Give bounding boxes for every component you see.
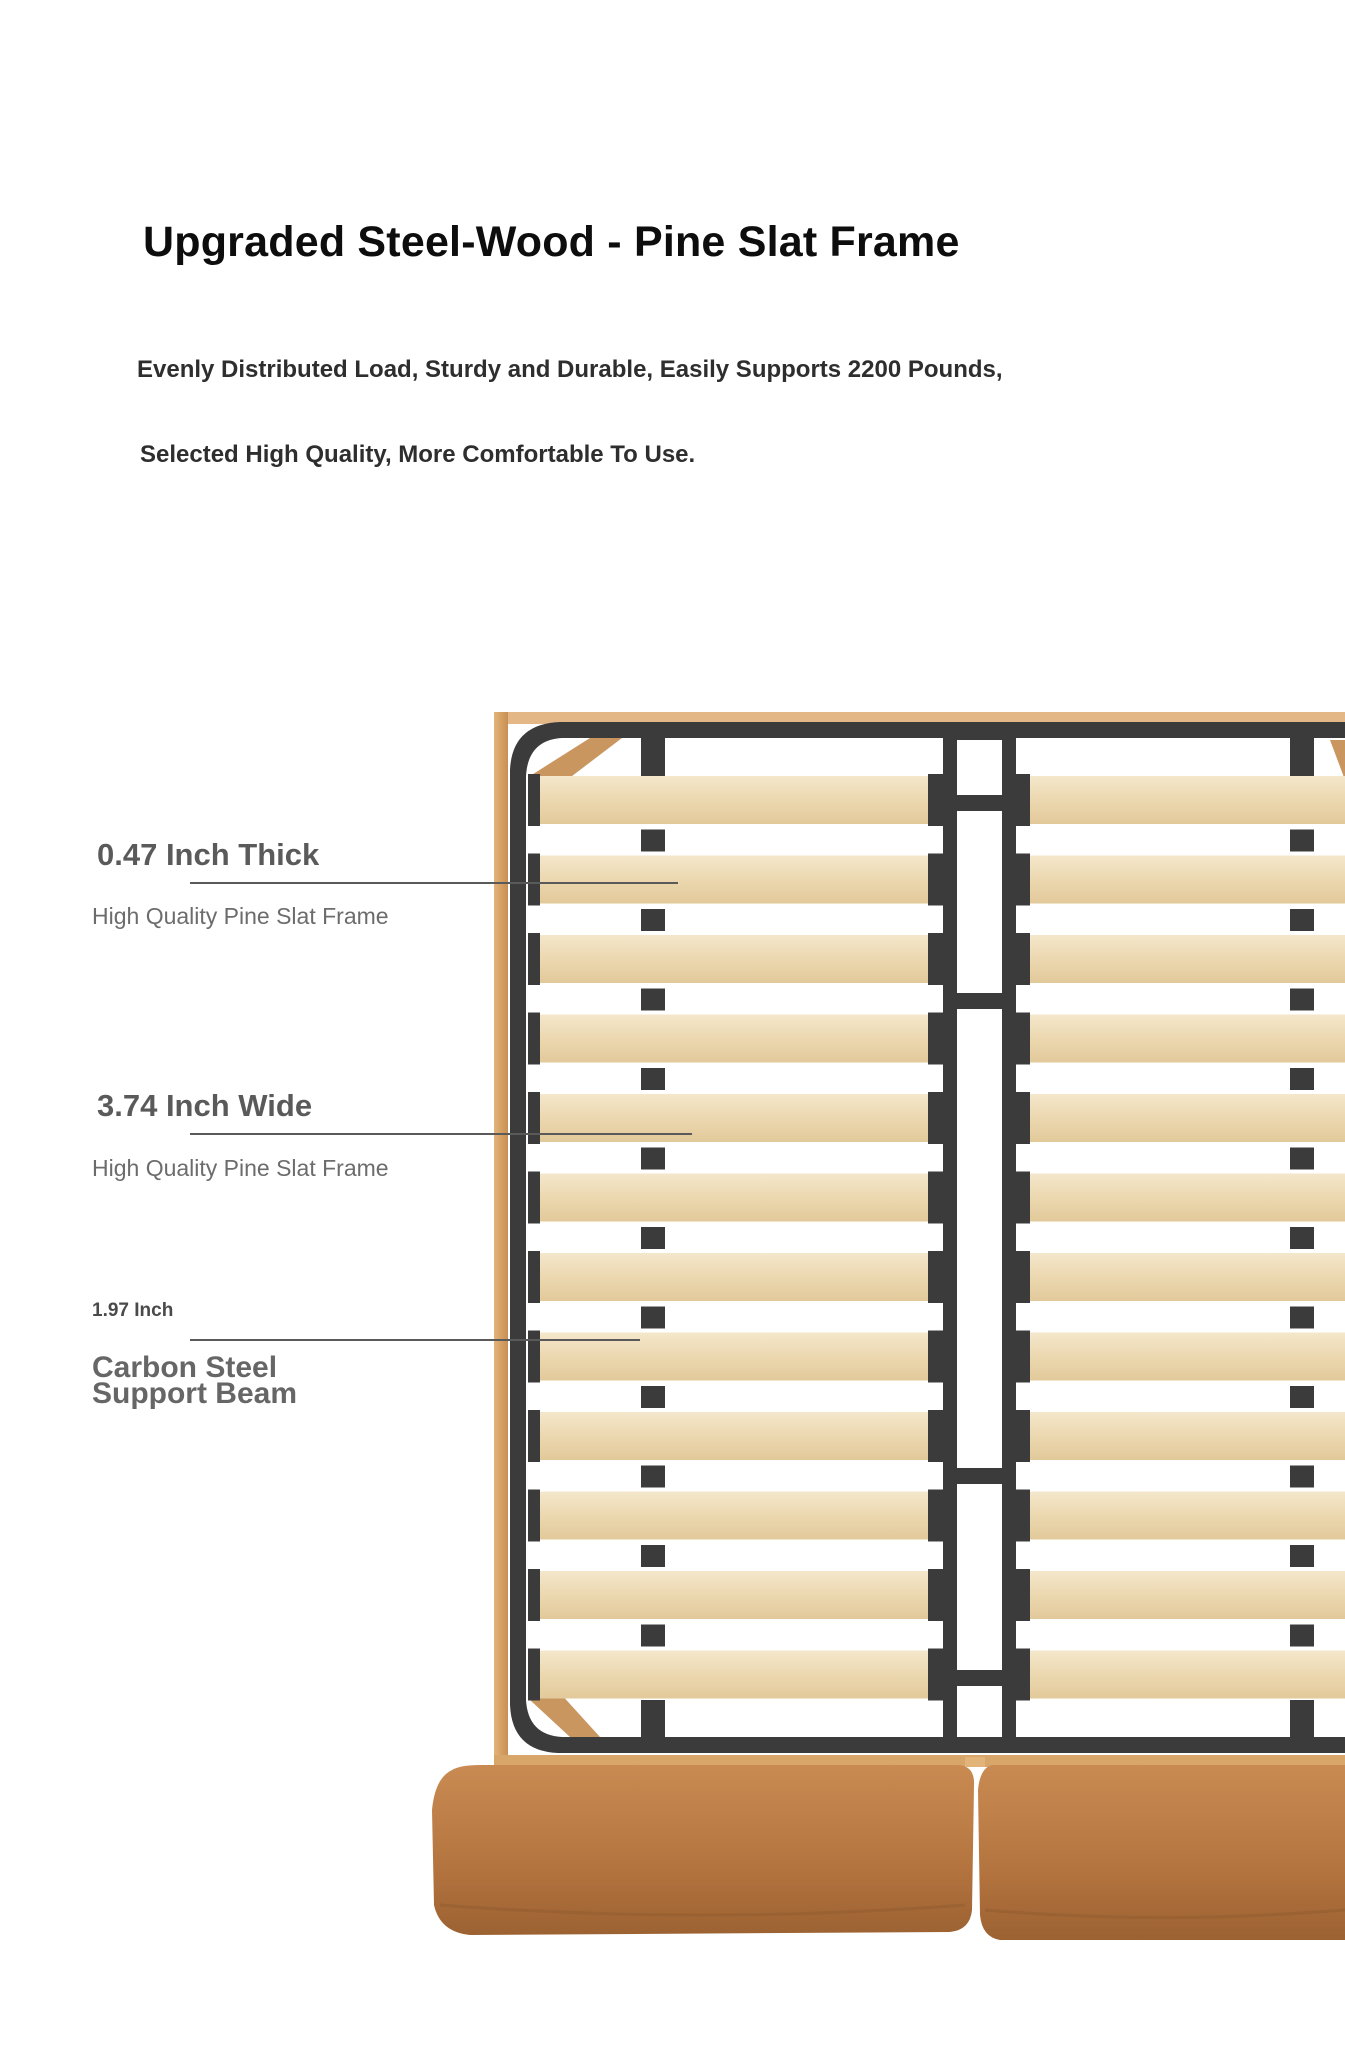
slat-holder: [928, 933, 944, 985]
pine-slat: [536, 1253, 936, 1301]
slat-holder: [1016, 774, 1030, 826]
slat-holder: [1016, 1569, 1030, 1621]
slat-holder: [528, 1092, 540, 1144]
spec-beam-label-1: Carbon Steel: [92, 1351, 278, 1384]
subtitle-line-1: Evenly Distributed Load, Sturdy and Durable, Easily Supports 2200 Pounds,: [137, 356, 1003, 383]
slat-holder: [528, 1172, 540, 1224]
page-title: Upgraded Steel-Wood - Pine Slat Frame: [143, 218, 960, 266]
rail-block: [1290, 1700, 1314, 1737]
pine-slat: [536, 1651, 936, 1699]
rail-block: [1290, 1466, 1314, 1488]
rail-block: [641, 909, 665, 931]
slat-holder: [1016, 1013, 1030, 1065]
slat-holder: [528, 1490, 540, 1542]
slat-holder: [528, 1569, 540, 1621]
pine-slat: [536, 776, 936, 824]
slat-holder: [528, 1410, 540, 1462]
rail-block: [641, 1466, 665, 1488]
pine-slat: [1030, 1015, 1345, 1063]
slat-holder: [528, 1649, 540, 1701]
pine-slat: [1030, 1651, 1345, 1699]
slat-holder: [928, 1649, 944, 1701]
rail-block: [1290, 738, 1314, 778]
pine-slat: [1030, 1094, 1345, 1142]
slat-holder: [928, 854, 944, 906]
spec-beam-value: 1.97 Inch: [92, 1300, 174, 1321]
pine-slat: [1030, 935, 1345, 983]
rail-block: [641, 1386, 665, 1408]
leather-footboard: [432, 1757, 1345, 1940]
slat-holder: [928, 1172, 944, 1224]
pine-slats-left: [528, 774, 944, 1701]
subtitle-line-2: Selected High Quality, More Comfortable To Use.: [140, 441, 696, 468]
rail-block: [641, 1068, 665, 1090]
pine-slat: [1030, 856, 1345, 904]
rail-block: [1290, 1545, 1314, 1567]
slat-holder: [528, 933, 540, 985]
slat-holder: [1016, 854, 1030, 906]
pine-slat: [1030, 1333, 1345, 1381]
rail-block: [641, 1545, 665, 1567]
slat-holder: [1016, 1490, 1030, 1542]
slat-holder: [528, 854, 540, 906]
slat-holder: [1016, 1172, 1030, 1224]
pine-slat: [536, 1571, 936, 1619]
rail-block: [641, 830, 665, 852]
rail-block: [1290, 1227, 1314, 1249]
pine-slat: [1030, 1412, 1345, 1460]
pine-slat: [536, 856, 936, 904]
slat-holder: [928, 1410, 944, 1462]
slat-holder: [928, 1331, 944, 1383]
slat-holder: [928, 1251, 944, 1303]
pine-slat: [1030, 1571, 1345, 1619]
pine-slat: [536, 1174, 936, 1222]
rail-block: [1290, 830, 1314, 852]
pine-slat: [1030, 1253, 1345, 1301]
rail-block: [1290, 1307, 1314, 1329]
spec-width-value: 3.74 Inch Wide: [97, 1088, 313, 1123]
rail-block: [641, 1700, 665, 1737]
pine-slat: [536, 1412, 936, 1460]
rail-block: [1290, 1068, 1314, 1090]
spec-thickness-desc: High Quality Pine Slat Frame: [92, 903, 389, 929]
rail-block: [641, 738, 665, 778]
rail-block: [1290, 1625, 1314, 1647]
slat-holder: [528, 1013, 540, 1065]
slat-holder: [1016, 1649, 1030, 1701]
spec-beam-label-2: Support Beam: [92, 1377, 298, 1410]
rail-block: [641, 1148, 665, 1170]
slat-holder: [528, 1251, 540, 1303]
slat-holder: [528, 774, 540, 826]
slat-holder: [928, 1013, 944, 1065]
pine-slat: [1030, 776, 1345, 824]
rail-block: [1290, 1386, 1314, 1408]
slat-holder: [928, 1490, 944, 1542]
slat-holder: [1016, 1410, 1030, 1462]
rail-block: [641, 1625, 665, 1647]
slat-holder: [1016, 1092, 1030, 1144]
slat-holder: [928, 774, 944, 826]
pine-slat: [1030, 1174, 1345, 1222]
rail-block: [641, 1227, 665, 1249]
rail-block: [641, 1307, 665, 1329]
rail-block: [1290, 909, 1314, 931]
slat-holder: [928, 1569, 944, 1621]
pine-slat: [1030, 1492, 1345, 1540]
spec-thickness-value: 0.47 Inch Thick: [97, 837, 320, 872]
rail-block: [1290, 989, 1314, 1011]
slat-holder: [1016, 1331, 1030, 1383]
pine-slat: [536, 935, 936, 983]
slat-holder: [928, 1092, 944, 1144]
slat-holder: [1016, 1251, 1030, 1303]
rail-block: [641, 989, 665, 1011]
pine-slat: [536, 1015, 936, 1063]
rail-block: [1290, 1148, 1314, 1170]
slat-holder: [1016, 933, 1030, 985]
pine-slat: [536, 1492, 936, 1540]
spec-width-desc: High Quality Pine Slat Frame: [92, 1155, 389, 1181]
slat-holder: [528, 1331, 540, 1383]
